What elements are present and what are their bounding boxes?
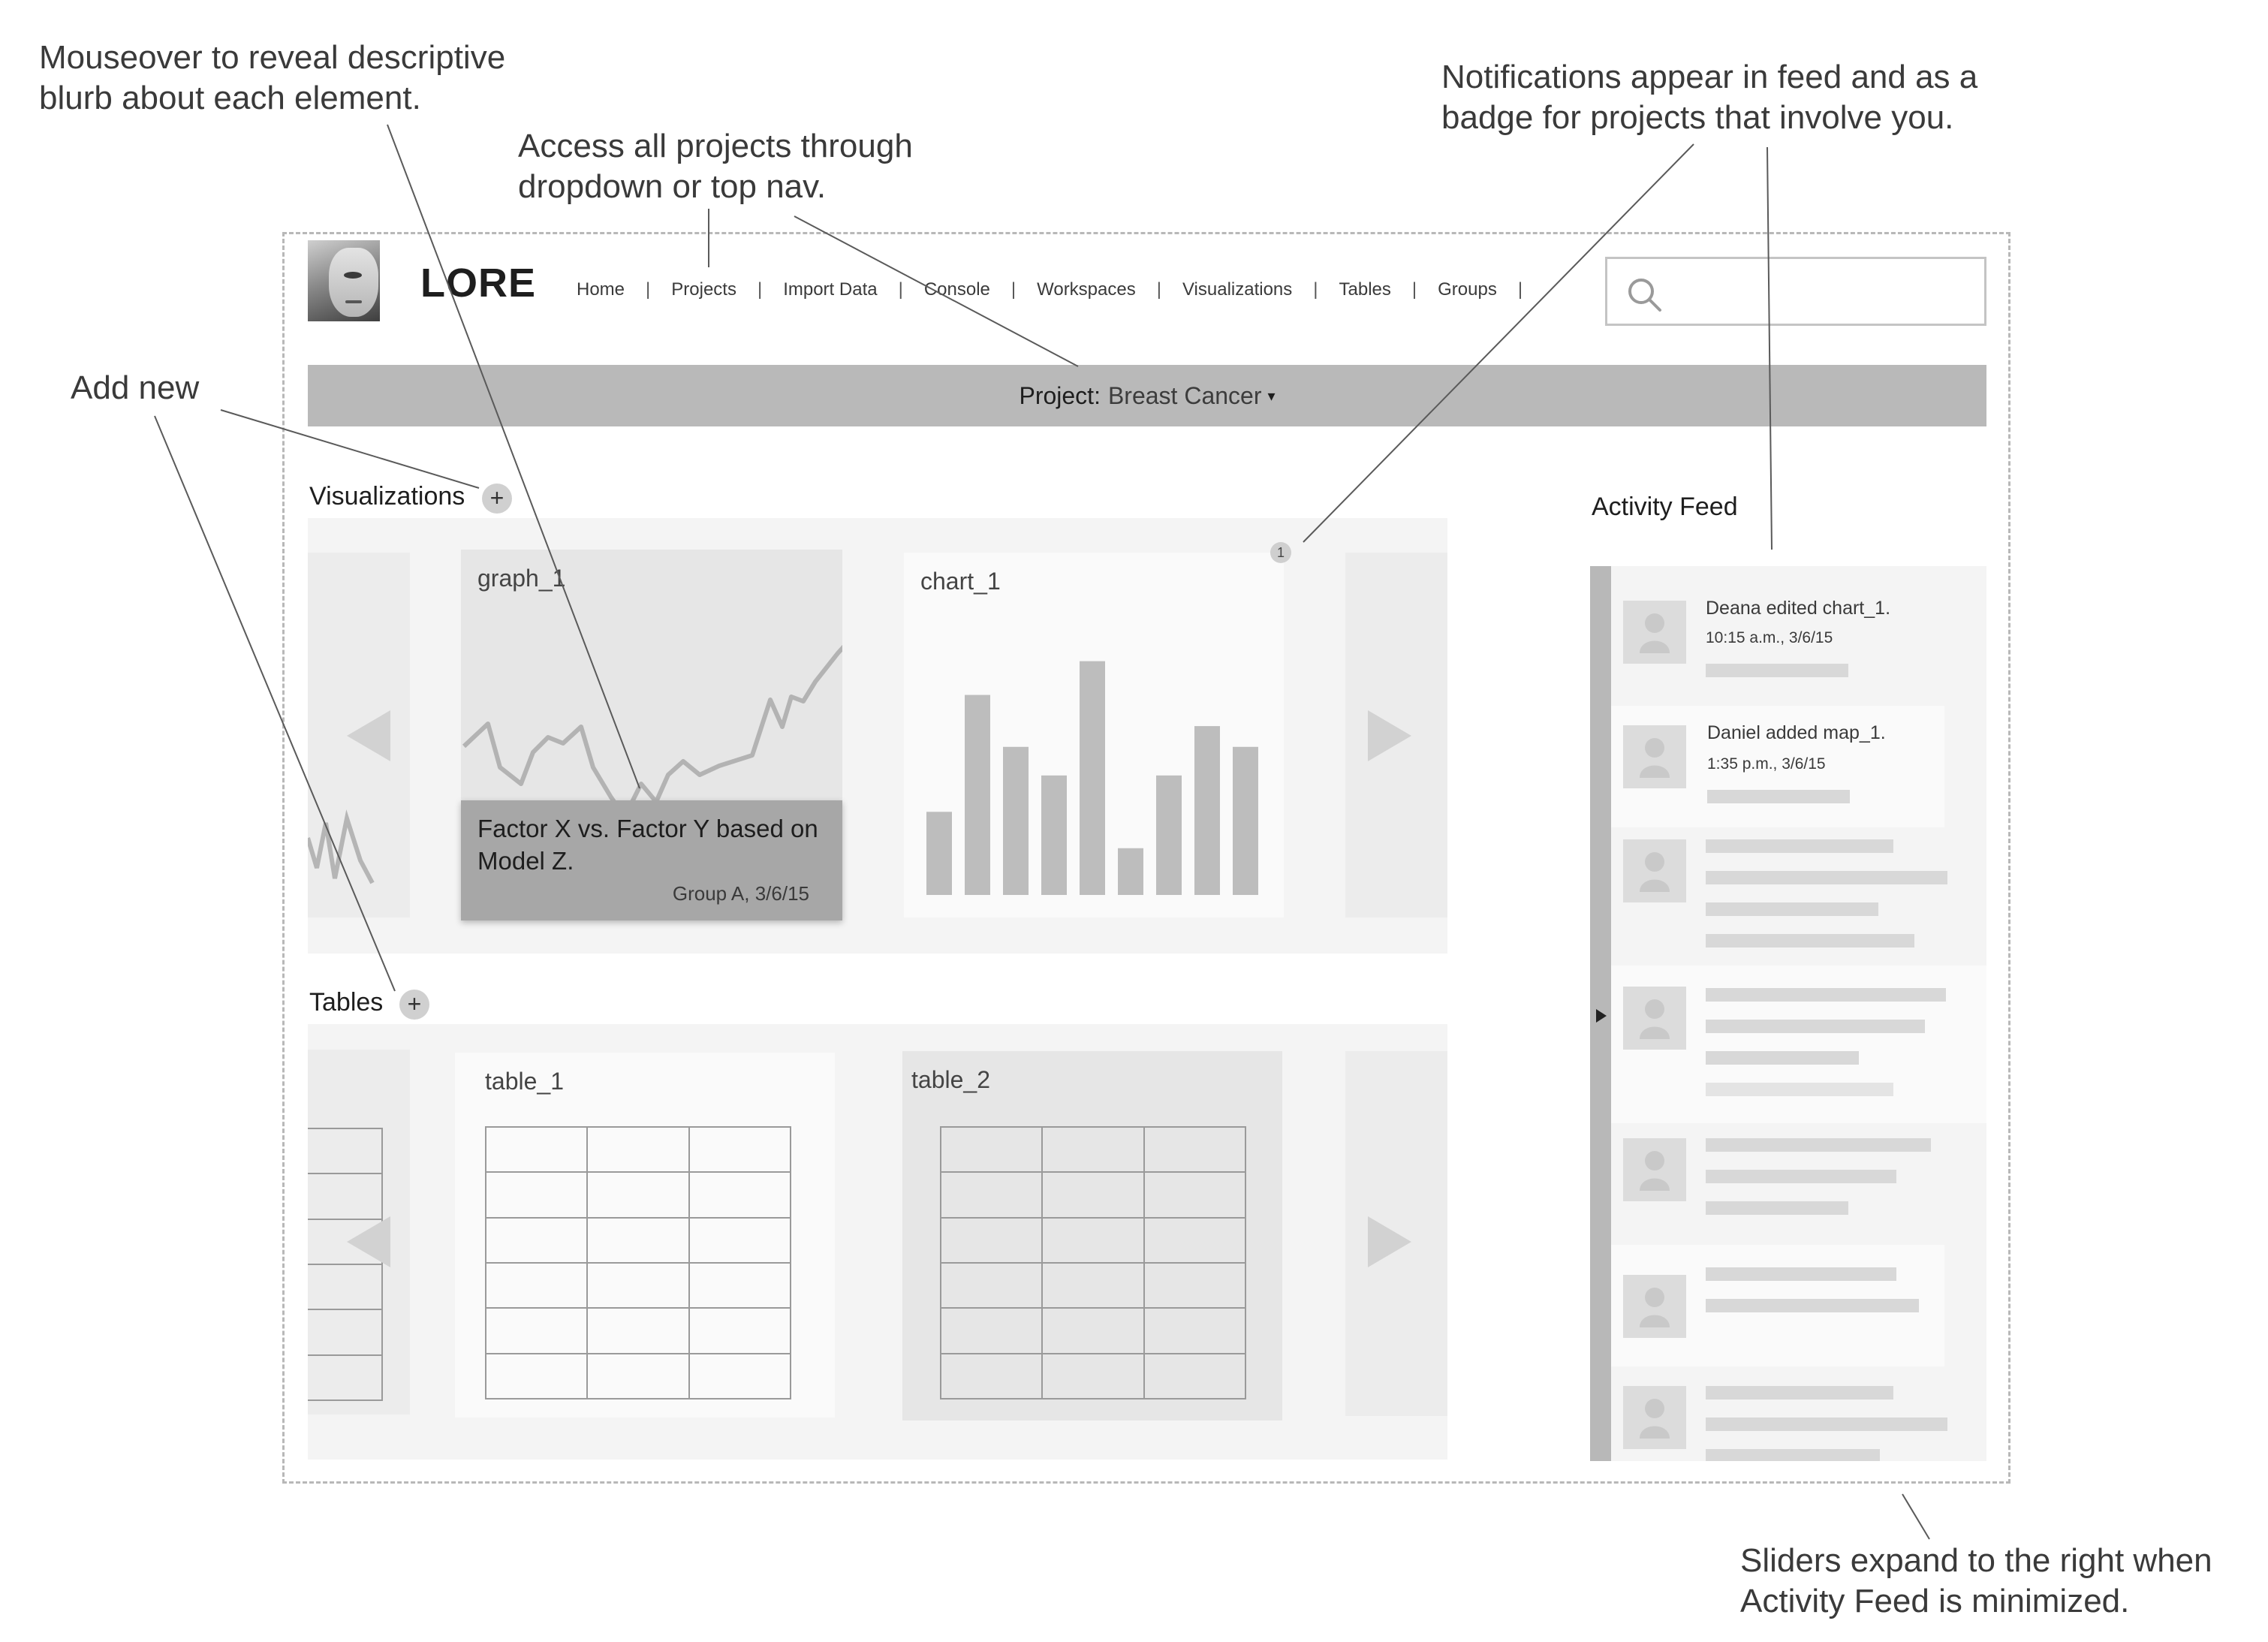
table-grid bbox=[940, 1126, 1246, 1399]
nav-groups[interactable]: Groups bbox=[1438, 279, 1497, 300]
top-nav bbox=[577, 279, 1544, 300]
chart-bar-2 bbox=[965, 695, 990, 895]
feed-item-timestamp: 10:15 a.m., 3/6/15 bbox=[1706, 629, 1833, 646]
chart-bar-3 bbox=[1003, 747, 1029, 895]
slider-prev-arrow-icon[interactable] bbox=[347, 710, 390, 761]
user-avatar-placeholder-icon bbox=[1623, 1275, 1686, 1338]
nav-import-data[interactable]: Import Data bbox=[783, 279, 878, 300]
annotation-mouseover: Mouseover to reveal descriptive blurb about each element. bbox=[39, 39, 506, 116]
feed-item-timestamp: 1:35 p.m., 3/6/15 bbox=[1707, 755, 1826, 773]
tooltip-meta: Group A, 3/6/15 bbox=[672, 882, 809, 905]
dropdown-caret-icon[interactable]: ▾ bbox=[1267, 387, 1276, 405]
visualization-card-chart[interactable] bbox=[904, 553, 1284, 917]
nav-separator: | bbox=[1517, 279, 1523, 300]
project-name: Breast Cancer bbox=[1107, 381, 1262, 409]
nav-separator: | bbox=[646, 279, 651, 300]
user-avatar-placeholder-icon bbox=[1623, 725, 1686, 788]
activity-feed-panel bbox=[1590, 566, 1986, 1461]
feed-item-placeholder[interactable] bbox=[1611, 1245, 1944, 1366]
chart-bar-8 bbox=[1194, 726, 1220, 895]
chart-bar-5 bbox=[1080, 661, 1105, 895]
activity-feed-heading: Activity Feed bbox=[1592, 493, 1738, 521]
search-input[interactable] bbox=[1605, 257, 1986, 326]
nav-separator: | bbox=[1011, 279, 1017, 300]
user-avatar[interactable] bbox=[308, 240, 380, 321]
chart-bar-4 bbox=[1041, 776, 1067, 895]
nav-workspaces[interactable]: Workspaces bbox=[1037, 279, 1136, 300]
slider-next-arrow-icon[interactable] bbox=[1368, 1216, 1411, 1267]
card-label: table_2 bbox=[911, 1066, 990, 1093]
card-label: chart_1 bbox=[920, 568, 1001, 595]
card-label: graph_1 bbox=[477, 565, 566, 592]
chart-bar-1 bbox=[926, 812, 952, 895]
nav-projects[interactable]: Projects bbox=[671, 279, 736, 300]
bar-chart bbox=[904, 553, 1284, 917]
nav-separator: | bbox=[757, 279, 763, 300]
user-avatar-placeholder-icon bbox=[1623, 1386, 1686, 1449]
feed-item-placeholder[interactable] bbox=[1611, 839, 1986, 960]
annotation-add-new: Add new bbox=[71, 369, 200, 406]
nav-console[interactable]: Console bbox=[923, 279, 990, 300]
user-avatar-placeholder-icon bbox=[1623, 601, 1686, 664]
feed-item-placeholder[interactable] bbox=[1611, 1386, 1986, 1461]
table-card-2[interactable] bbox=[902, 1051, 1282, 1421]
add-table-button[interactable]: + bbox=[399, 990, 429, 1020]
feed-item[interactable] bbox=[1611, 566, 1986, 686]
visualizations-heading: Visualizations bbox=[309, 482, 465, 511]
chart-bar-9 bbox=[1233, 747, 1258, 895]
nav-separator: | bbox=[1313, 279, 1318, 300]
feed-item-placeholder[interactable] bbox=[1611, 966, 1986, 1123]
collapse-arrow-icon[interactable] bbox=[1596, 1009, 1607, 1023]
nav-tables[interactable]: Tables bbox=[1339, 279, 1391, 300]
feed-item[interactable] bbox=[1611, 706, 1944, 827]
slider-next-arrow-icon[interactable] bbox=[1368, 710, 1411, 761]
description-tooltip bbox=[461, 800, 842, 920]
project-label: Project: bbox=[1019, 381, 1101, 409]
slider-prev-arrow-icon[interactable] bbox=[347, 1216, 390, 1267]
feed-item-text: Deana edited chart_1. bbox=[1706, 598, 1891, 619]
chart-bar-6 bbox=[1118, 848, 1143, 895]
nav-separator: | bbox=[1411, 279, 1417, 300]
user-avatar-placeholder-icon bbox=[1623, 1138, 1686, 1201]
nav-visualizations[interactable]: Visualizations bbox=[1182, 279, 1293, 300]
table-card-1[interactable] bbox=[455, 1053, 835, 1418]
feed-item-placeholder[interactable] bbox=[1611, 1138, 1986, 1243]
nav-separator: | bbox=[898, 279, 903, 300]
tables-heading: Tables bbox=[309, 988, 384, 1017]
feed-item-text: Daniel added map_1. bbox=[1707, 722, 1886, 743]
annotation-access-projects: Access all projects through dropdown or top nav. bbox=[518, 128, 913, 205]
tooltip-description: Factor X vs. Factor Y based on Model Z. bbox=[477, 815, 818, 875]
user-avatar-placeholder-icon bbox=[1623, 987, 1686, 1050]
chart-bar-7 bbox=[1156, 776, 1182, 895]
nav-home[interactable]: Home bbox=[577, 279, 625, 300]
user-avatar-placeholder-icon bbox=[1623, 839, 1686, 902]
project-selector[interactable] bbox=[308, 365, 1986, 426]
visualization-card-graph[interactable] bbox=[461, 550, 842, 920]
annotation-sliders: Sliders expand to the right when Activity Feed is minimized. bbox=[1740, 1542, 2212, 1619]
add-visualization-button[interactable]: + bbox=[482, 484, 512, 514]
card-label: table_1 bbox=[485, 1068, 564, 1095]
annotation-notifications: Notifications appear in feed and as a badge for projects that involve you. bbox=[1441, 59, 1978, 136]
table-grid bbox=[485, 1126, 791, 1399]
search-icon bbox=[1625, 276, 1664, 315]
nav-separator: | bbox=[1156, 279, 1161, 300]
notification-badge[interactable]: 1 bbox=[1270, 542, 1291, 563]
app-logo[interactable]: LORE bbox=[420, 261, 537, 306]
